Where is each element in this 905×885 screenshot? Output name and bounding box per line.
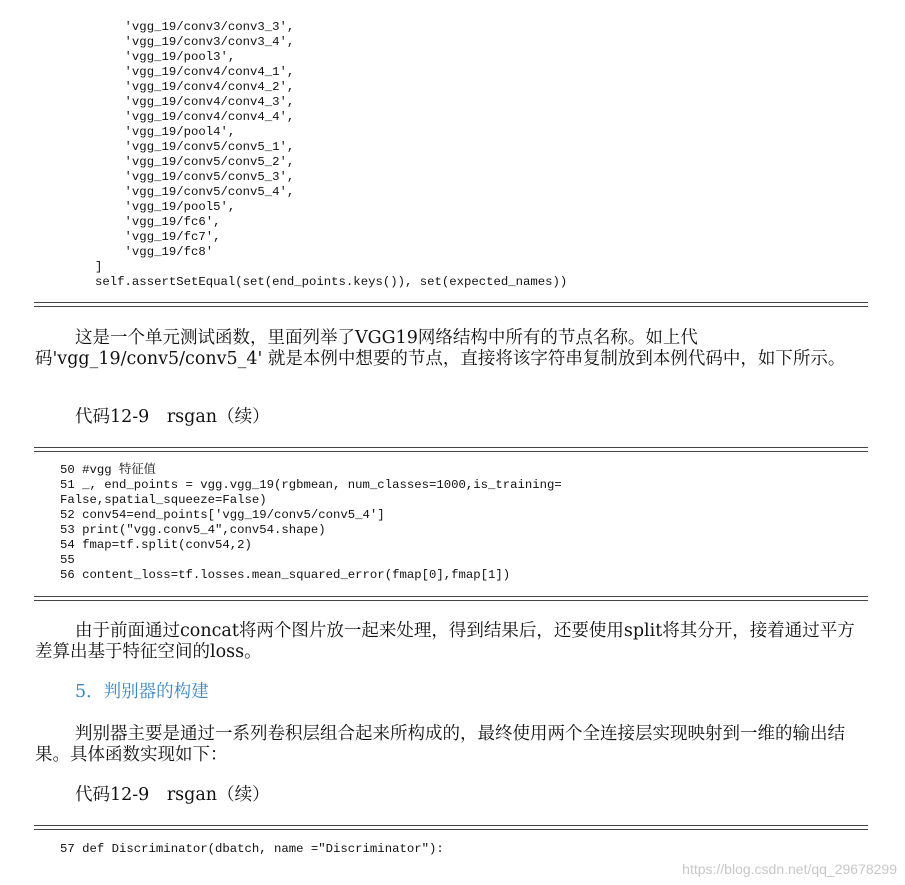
paragraph-vgg-nodes: 这是一个单元测试函数，里面列举了VGG19网络结构中所有的节点名称。如上代码'vgg_19/conv5/conv5_4' 就是本例中想要的节点，直接将该字符串复制放到本例代码中，如下所示。 — [35, 328, 846, 369]
code-line: 'vgg_19/pool5', — [36, 200, 236, 214]
code-line: 51 _, end_points = vgg.vgg_19(rgbmean, num_classes=1000,is_training= — [60, 478, 562, 492]
code-line: 'vgg_19/conv5/conv5_1', — [36, 140, 295, 154]
code-line: 52 conv54=end_points['vgg_19/conv5/conv5_4'] — [60, 508, 385, 522]
code-line: 'vgg_19/conv5/conv5_3', — [36, 170, 295, 184]
code-line: 50 #vgg 特征值 — [60, 463, 156, 477]
code-caption: 代码12-9 rsgan（续） — [75, 785, 270, 805]
code-divider — [34, 447, 868, 452]
code-divider — [34, 302, 868, 307]
code-line: 57 def Discriminator(dbatch, name ="Discriminator"): — [60, 842, 444, 856]
code-line: 54 fmap=tf.split(conv54,2) — [60, 538, 252, 552]
code-block-top — [36, 20, 567, 290]
code-block-discriminator — [60, 842, 444, 857]
code-block-feature — [60, 463, 562, 583]
code-line: 'vgg_19/fc6', — [36, 215, 221, 229]
code-line: 'vgg_19/conv4/conv4_4', — [36, 110, 295, 124]
code-line: ] — [36, 260, 103, 274]
code-line: 53 print("vgg.conv5_4",conv54.shape) — [60, 523, 326, 537]
code-line: self.assertSetEqual(set(end_points.keys()), set(expected_names)) — [36, 275, 568, 289]
code-caption: 代码12-9 rsgan（续） — [75, 407, 270, 427]
code-line: 'vgg_19/conv3/conv3_4', — [36, 35, 295, 49]
code-line: 'vgg_19/pool3', — [36, 50, 236, 64]
code-divider — [34, 596, 868, 601]
code-line: 'vgg_19/pool4', — [36, 125, 236, 139]
code-line: False,spatial_squeeze=False) — [60, 493, 267, 507]
code-line: 'vgg_19/conv5/conv5_4', — [36, 185, 295, 199]
code-line: 'vgg_19/fc7', — [36, 230, 221, 244]
code-line: 'vgg_19/conv3/conv3_3', — [36, 20, 295, 34]
paragraph-discriminator: 判别器主要是通过一系列卷积层组合起来所构成的，最终使用两个全连接层实现映射到一维的输出结果。具体函数实现如下： — [35, 724, 845, 765]
code-line: 'vgg_19/conv5/conv5_2', — [36, 155, 295, 169]
code-line: 'vgg_19/conv4/conv4_2', — [36, 80, 295, 94]
code-divider — [34, 825, 868, 830]
code-line: 'vgg_19/conv4/conv4_1', — [36, 65, 295, 79]
code-line: 'vgg_19/fc8' — [36, 245, 214, 259]
code-line: 55 — [60, 553, 75, 567]
watermark: https://blog.csdn.net/qq_29678299 — [682, 861, 897, 877]
code-line: 'vgg_19/conv4/conv4_3', — [36, 95, 295, 109]
paragraph-split-loss: 由于前面通过concat将两个图片放一起来处理，得到结果后，还要使用split将其分开，接着通过平方差算出基于特征空间的loss。 — [35, 621, 855, 662]
section-heading: 5．判别器的构建 — [75, 682, 209, 702]
code-line: 56 content_loss=tf.losses.mean_squared_error(fmap[0],fmap[1]) — [60, 568, 511, 582]
